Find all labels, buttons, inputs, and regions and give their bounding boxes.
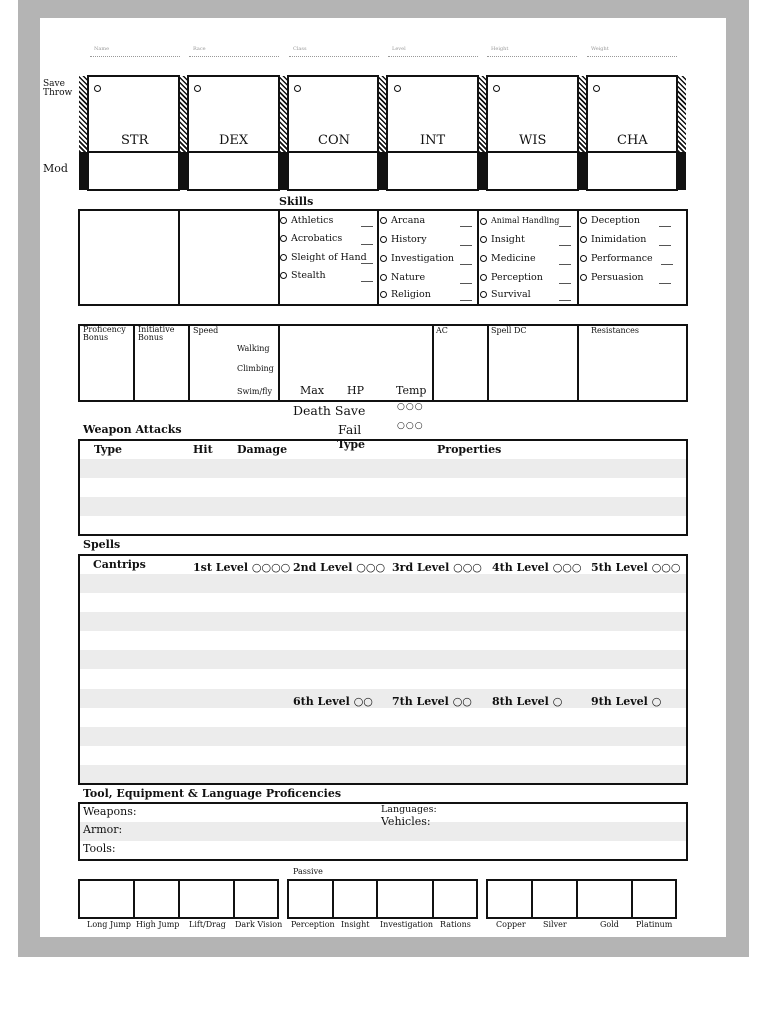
separator-hatch — [79, 76, 87, 152]
separator-hatch — [578, 76, 586, 152]
divider — [332, 879, 334, 919]
blank — [659, 283, 671, 284]
skill-deception[interactable]: Deception — [580, 215, 640, 226]
separator-hatch — [279, 76, 287, 152]
divider — [233, 879, 235, 919]
skill-survival[interactable]: Survival — [480, 289, 531, 300]
passive-insight-label: Insight — [341, 920, 370, 929]
divider — [577, 324, 579, 402]
cha-save-checkbox[interactable] — [593, 85, 600, 92]
str-mod-box[interactable] — [87, 151, 180, 191]
gold-label: Gold — [600, 920, 619, 929]
class-field[interactable] — [289, 56, 379, 57]
death-save-circles[interactable]: ○○○ — [397, 402, 424, 412]
name-field[interactable] — [90, 56, 180, 57]
silver-label: Silver — [543, 920, 567, 929]
blank — [659, 245, 671, 246]
speed-label: Speed — [193, 326, 219, 335]
platinum-label: Platinum — [636, 920, 673, 929]
hp-label: HP — [347, 384, 364, 397]
divider — [531, 879, 533, 919]
int-mod-box[interactable] — [386, 151, 479, 191]
cha-mod-box[interactable] — [586, 151, 678, 191]
wis-save-checkbox[interactable] — [493, 85, 500, 92]
divider — [133, 879, 135, 919]
con-mod-box[interactable] — [287, 151, 379, 191]
blank — [460, 300, 472, 301]
separator-block — [478, 152, 486, 190]
separator-hatch — [478, 76, 486, 152]
blank — [460, 283, 472, 284]
divider — [631, 879, 633, 919]
divider — [576, 879, 578, 919]
divider — [376, 879, 378, 919]
blank — [559, 300, 571, 301]
skill-perception[interactable]: Perception — [480, 272, 543, 283]
hp-max-label: Max — [300, 384, 325, 397]
stripe — [80, 574, 686, 593]
fail-label: Fail — [338, 422, 362, 437]
stripe — [80, 612, 686, 631]
high-jump-label: High Jump — [136, 920, 180, 929]
weapons-proficiency-label: Weapons: — [83, 805, 137, 818]
int-save-checkbox[interactable] — [394, 85, 401, 92]
divider — [487, 324, 489, 402]
vehicles-label: Vehicles: — [381, 815, 431, 828]
passive-perception-label: Perception — [291, 920, 335, 929]
stripe — [80, 459, 686, 478]
long-jump-label: Long Jump — [87, 920, 132, 929]
spell-level-4-header: 4th Level ○○○ — [492, 561, 582, 574]
weapon-damage-header: Damage — [237, 443, 288, 456]
spell-level-6-header: 6th Level ○○ — [293, 695, 373, 708]
blank — [460, 245, 472, 246]
dex-label: DEX — [219, 133, 249, 148]
death-save-label: Death Save — [293, 403, 366, 418]
stripe — [80, 765, 686, 783]
skill-insight[interactable]: Insight — [480, 234, 525, 245]
save-throw-label: Save Throw — [43, 79, 73, 98]
dark-vision-label: Dark Vision — [235, 920, 283, 929]
race-label: Race — [193, 46, 206, 52]
skill-medicine[interactable]: Medicine — [480, 253, 536, 264]
skill-religion[interactable]: Religion — [380, 289, 431, 300]
spell-level-2-header: 2nd Level ○○○ — [293, 561, 386, 574]
skill-arcana[interactable]: Arcana — [380, 215, 425, 226]
weight-field[interactable] — [587, 56, 677, 57]
climbing-label: Climbing — [237, 364, 274, 373]
separator-block — [578, 152, 586, 190]
level-field[interactable] — [388, 56, 478, 57]
separator-hatch — [378, 76, 386, 152]
blank — [361, 226, 373, 227]
divider — [278, 324, 280, 402]
spells-title: Spells — [83, 538, 121, 551]
con-label: CON — [318, 133, 350, 148]
divider — [188, 324, 190, 402]
divider — [577, 209, 579, 306]
copper-label: Copper — [496, 920, 526, 929]
skill-acrobatics[interactable]: Acrobatics — [280, 233, 342, 244]
str-save-checkbox[interactable] — [94, 85, 101, 92]
skill-stealth[interactable]: Stealth — [280, 270, 326, 281]
skill-history[interactable]: History — [380, 234, 427, 245]
separator-block — [79, 152, 87, 190]
blank — [361, 244, 373, 245]
spell-dc-label: Spell DC — [491, 326, 527, 335]
armor-proficiency-label: Armor: — [83, 823, 123, 836]
weapon-attacks-title: Weapon Attacks — [83, 423, 182, 436]
blank — [460, 226, 472, 227]
class-label: Class — [293, 46, 307, 52]
lift-drag-label: Lift/Drag — [189, 920, 226, 929]
skills-title: Skills — [279, 195, 314, 208]
stripe — [80, 497, 686, 516]
blank — [559, 283, 571, 284]
blank — [361, 263, 373, 264]
str-label: STR — [121, 133, 149, 148]
blank — [659, 226, 671, 227]
weapon-attacks-box — [78, 439, 688, 536]
rations-label: Rations — [440, 920, 471, 929]
blank — [559, 226, 571, 227]
mod-label: Mod — [43, 162, 68, 175]
swim-fly-label: Swim/fly — [237, 387, 273, 396]
skill-performance[interactable]: Performance — [580, 253, 653, 264]
skill-investigation[interactable]: Investigation — [380, 253, 454, 264]
spell-level-1-header: 1st Level ○○○○ — [193, 561, 291, 574]
languages-label: Languages: — [381, 804, 437, 815]
blank — [559, 245, 571, 246]
skill-athletics[interactable]: Athletics — [280, 215, 333, 226]
int-label: INT — [420, 133, 446, 148]
blank — [460, 264, 472, 265]
divider — [432, 324, 434, 402]
resistances-label: Resistances — [591, 326, 639, 335]
spell-level-5-header: 5th Level ○○○ — [591, 561, 681, 574]
divider — [432, 879, 434, 919]
proficiency-bonus-label: Proficency Bonus — [83, 325, 126, 342]
divider — [477, 209, 479, 306]
separator-block — [678, 152, 686, 190]
skill-intimidation[interactable]: Inimidation — [580, 234, 646, 245]
currency-box — [486, 879, 677, 919]
fail-circles[interactable]: ○○○ — [397, 421, 424, 431]
separator-hatch — [179, 76, 187, 152]
separator-block — [279, 152, 287, 190]
blank — [361, 281, 373, 282]
blank — [559, 264, 571, 265]
spell-level-9-header: 9th Level ○ — [591, 695, 662, 708]
separator-hatch — [678, 76, 686, 152]
divider — [178, 209, 180, 306]
proficiencies-title: Tool, Equipment & Language Proficencies — [83, 787, 342, 800]
separator-block — [378, 152, 386, 190]
dex-mod-box[interactable] — [187, 151, 280, 191]
dex-save-checkbox[interactable] — [194, 85, 201, 92]
skill-sleight-of-hand[interactable]: Sleight of Hand — [280, 252, 367, 263]
spell-level-8-header: 8th Level ○ — [492, 695, 563, 708]
divider — [377, 209, 379, 306]
blank — [661, 264, 673, 265]
walking-label: Walking — [237, 344, 270, 353]
stripe — [80, 650, 686, 669]
cantrips-header: Cantrips — [93, 558, 146, 571]
skill-animal-handling[interactable]: Animal Handling — [480, 216, 559, 225]
skill-nature[interactable]: Nature — [380, 272, 425, 283]
passive-box — [287, 879, 478, 919]
wis-label: WIS — [519, 133, 547, 148]
initiative-bonus-label: Initiative Bonus — [138, 325, 175, 342]
separator-block — [179, 152, 187, 190]
level-label: Level — [392, 46, 406, 52]
tools-proficiency-label: Tools: — [83, 842, 116, 855]
passive-label: Passive — [293, 867, 323, 876]
weapon-properties-header: Properties — [437, 443, 502, 456]
stripe — [80, 727, 686, 746]
height-label: Height — [491, 46, 509, 52]
name-label: Name — [94, 46, 110, 52]
weight-label: Weight — [591, 46, 609, 52]
ac-label: AC — [436, 326, 448, 335]
divider — [178, 879, 180, 919]
passive-investigation-label: Investigation — [380, 920, 434, 929]
spell-level-3-header: 3rd Level ○○○ — [392, 561, 482, 574]
damage-type-header: Type — [337, 438, 366, 451]
divider — [133, 324, 135, 402]
hp-temp-label: Temp — [396, 384, 427, 397]
wis-mod-box[interactable] — [486, 151, 579, 191]
height-field[interactable] — [487, 56, 577, 57]
spell-level-7-header: 7th Level ○○ — [392, 695, 472, 708]
weapon-hit-header: Hit — [193, 443, 213, 456]
race-field[interactable] — [189, 56, 279, 57]
skill-persuasion[interactable]: Persuasion — [580, 272, 644, 283]
weapon-type-header: Type — [94, 443, 123, 456]
cha-label: CHA — [617, 133, 648, 148]
con-save-checkbox[interactable] — [294, 85, 301, 92]
